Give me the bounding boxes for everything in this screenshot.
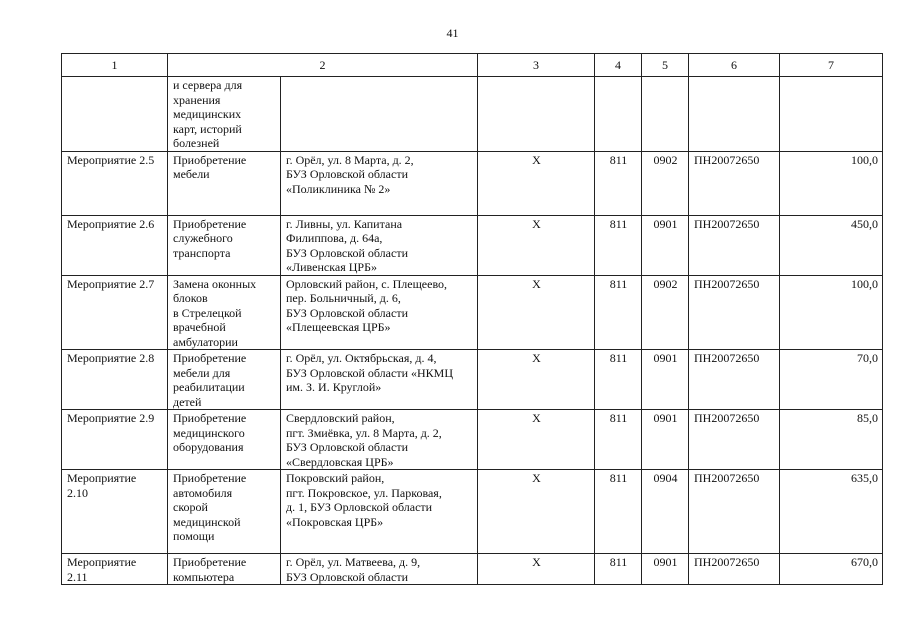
- col3-cell: [478, 77, 595, 152]
- col5-cell: [642, 77, 689, 152]
- address-cell-line: «Свердловская ЦРБ»: [286, 454, 394, 469]
- col3-cell: Х: [478, 275, 595, 350]
- col6-cell: ПН20072650: [689, 554, 780, 585]
- header-col-2: 2: [168, 54, 478, 77]
- event-name-cell-line: медицинского: [173, 425, 245, 440]
- table-header-row: [62, 54, 883, 77]
- event-cell: [62, 151, 168, 215]
- event-cell-line: Мероприятие 2.5: [67, 152, 155, 167]
- address-cell-line: «Ливенская ЦРБ»: [286, 260, 377, 274]
- event-cell: [62, 275, 168, 350]
- col5-cell: 0902: [642, 275, 689, 350]
- event-name-cell-line: Замена оконных: [173, 276, 257, 291]
- address-cell: [281, 554, 478, 585]
- event-name-cell-line: и сервера для: [173, 78, 243, 92]
- col3-cell: Х: [478, 470, 595, 554]
- event-name-cell-line: Приобретение: [173, 152, 247, 167]
- event-cell-line: Мероприятие 2.8: [67, 351, 155, 365]
- event-name-cell: [168, 151, 281, 215]
- table-row: [62, 151, 883, 215]
- header-col-6: 6: [689, 54, 780, 77]
- event-cell: [62, 410, 168, 470]
- event-name-cell-line: Приобретение: [173, 216, 247, 231]
- address-cell-line: пер. Больничный, д. 6,: [286, 291, 401, 305]
- header-col-4: 4: [595, 54, 642, 77]
- event-name-cell-line: мебели: [173, 167, 210, 181]
- event-name-cell-line: Приобретение: [173, 471, 247, 485]
- col5-cell: 0904: [642, 470, 689, 554]
- event-name-cell-line: медицинской: [173, 514, 241, 529]
- col6-cell: ПН20072650: [689, 151, 780, 215]
- col6-cell: ПН20072650: [689, 215, 780, 275]
- event-name-cell-line: реабилитации: [173, 380, 245, 394]
- col6-cell: ПН20072650: [689, 350, 780, 410]
- address-cell: [281, 77, 478, 152]
- event-name-cell-line: блоков: [173, 291, 208, 305]
- address-cell-line: «Покровская ЦРБ»: [286, 514, 384, 529]
- event-name-cell-line: амбулатории: [173, 334, 238, 349]
- header-col-3: 3: [478, 54, 595, 77]
- address-cell-line: Орловский район, с. Плещеево,: [286, 276, 448, 291]
- event-cell: [62, 470, 168, 554]
- table-row: [62, 554, 883, 585]
- event-name-cell-line: автомобиля: [173, 485, 233, 500]
- event-name-cell-line: мебели для: [173, 365, 231, 380]
- event-name-cell-line: медицинских: [173, 107, 242, 121]
- events-table: [61, 53, 883, 585]
- event-cell-line: Мероприятие 2.7: [67, 276, 155, 291]
- col5-cell: 0901: [642, 410, 689, 470]
- col4-cell: [595, 77, 642, 152]
- col7-cell: 70,0: [780, 350, 883, 410]
- address-cell-line: пгт. Покровское, ул. Парковая,: [286, 485, 442, 500]
- event-cell: [62, 350, 168, 410]
- event-name-cell-line: помощи: [173, 529, 215, 543]
- col5-cell: 0901: [642, 554, 689, 585]
- event-name-cell-line: врачебной: [173, 320, 226, 334]
- address-cell-line: г. Орёл, ул. 8 Марта, д. 2,: [286, 152, 414, 167]
- event-cell: [62, 554, 168, 585]
- address-cell-line: «Поликлиника № 2»: [286, 181, 391, 196]
- event-name-cell: [168, 554, 281, 585]
- col7-cell: 100,0: [780, 151, 883, 215]
- event-name-cell: [168, 77, 281, 152]
- address-cell-line: г. Орёл, ул. Октябрьская, д. 4,: [286, 351, 437, 365]
- col6-cell: ПН20072650: [689, 275, 780, 350]
- table-row: [62, 470, 883, 554]
- event-name-cell-line: скорой: [173, 500, 208, 514]
- event-cell-line: Мероприятие: [67, 471, 137, 485]
- address-cell: [281, 275, 478, 350]
- header-col-7: 7: [780, 54, 883, 77]
- address-cell: [281, 350, 478, 410]
- event-name-cell-line: хранения: [173, 92, 221, 107]
- header-col-1: 1: [62, 54, 168, 77]
- col7-cell: 450,0: [780, 215, 883, 275]
- col4-cell: 811: [595, 151, 642, 215]
- address-cell: [281, 410, 478, 470]
- table-row: [62, 77, 883, 152]
- address-cell-line: Филиппова, д. 64а,: [286, 231, 383, 245]
- event-name-cell-line: болезней: [173, 136, 220, 150]
- address-cell-line: БУЗ Орловской области: [286, 569, 408, 584]
- address-cell-line: Покровский район,: [286, 471, 385, 485]
- address-cell-line: пгт. Змиёвка, ул. 8 Марта, д. 2,: [286, 425, 442, 440]
- col4-cell: 811: [595, 350, 642, 410]
- col4-cell: 811: [595, 470, 642, 554]
- header-col-5: 5: [642, 54, 689, 77]
- table-row: [62, 350, 883, 410]
- event-name-cell: [168, 275, 281, 350]
- event-name-cell: [168, 215, 281, 275]
- address-cell-line: БУЗ Орловской области: [286, 305, 408, 320]
- col3-cell: Х: [478, 215, 595, 275]
- event-name-cell: [168, 350, 281, 410]
- address-cell: [281, 151, 478, 215]
- col4-cell: 811: [595, 215, 642, 275]
- event-name-cell: [168, 410, 281, 470]
- address-cell-line: д. 1, БУЗ Орловской области: [286, 500, 433, 514]
- event-cell: [62, 77, 168, 152]
- col7-cell: 670,0: [780, 554, 883, 585]
- event-cell-line: Мероприятие 2.9: [67, 411, 155, 425]
- col3-cell: Х: [478, 410, 595, 470]
- event-cell-line: Мероприятие 2.6: [67, 216, 155, 231]
- event-name-cell-line: служебного: [173, 231, 233, 245]
- table-row: [62, 275, 883, 350]
- col4-cell: 811: [595, 275, 642, 350]
- col6-cell: ПН20072650: [689, 410, 780, 470]
- col4-cell: 811: [595, 410, 642, 470]
- event-cell-line: 2.10: [67, 485, 88, 500]
- event-name-cell-line: детей: [173, 394, 202, 409]
- event-name-cell-line: Приобретение: [173, 351, 247, 365]
- table-row: [62, 410, 883, 470]
- col6-cell: ПН20072650: [689, 470, 780, 554]
- table-row: [62, 215, 883, 275]
- event-cell: [62, 215, 168, 275]
- col7-cell: 635,0: [780, 470, 883, 554]
- address-cell-line: г. Орёл, ул. Матвеева, д. 9,: [286, 555, 421, 569]
- event-name-cell: [168, 470, 281, 554]
- page-number: 41: [446, 26, 459, 40]
- col7-cell: 85,0: [780, 410, 883, 470]
- col6-cell: [689, 77, 780, 152]
- col3-cell: Х: [478, 554, 595, 585]
- col4-cell: 811: [595, 554, 642, 585]
- event-name-cell-line: компьютера: [173, 569, 235, 584]
- col3-cell: Х: [478, 151, 595, 215]
- event-name-cell-line: в Стрелецкой: [173, 305, 242, 320]
- address-cell-line: БУЗ Орловской области: [286, 440, 408, 454]
- address-cell-line: БУЗ Орловской области «НКМЦ: [286, 365, 453, 380]
- event-name-cell-line: Приобретение: [173, 555, 247, 569]
- address-cell-line: Свердловский район,: [286, 411, 395, 425]
- col3-cell: Х: [478, 350, 595, 410]
- col7-cell: [780, 77, 883, 152]
- event-cell-line: Мероприятие: [67, 555, 137, 569]
- address-cell-line: «Плещеевская ЦРБ»: [286, 320, 391, 334]
- address-cell-line: им. З. И. Круглой»: [286, 380, 382, 394]
- event-name-cell-line: транспорта: [173, 245, 231, 260]
- address-cell-line: БУЗ Орловской области: [286, 167, 408, 181]
- address-cell: [281, 470, 478, 554]
- col7-cell: 100,0: [780, 275, 883, 350]
- event-name-cell-line: оборудования: [173, 440, 244, 454]
- address-cell: [281, 215, 478, 275]
- address-cell-line: БУЗ Орловской области: [286, 245, 408, 260]
- event-name-cell-line: карт, историй: [173, 121, 242, 136]
- col5-cell: 0902: [642, 151, 689, 215]
- event-cell-line: 2.11: [67, 569, 88, 584]
- address-cell-line: г. Ливны, ул. Капитана: [286, 216, 403, 231]
- col5-cell: 0901: [642, 215, 689, 275]
- col5-cell: 0901: [642, 350, 689, 410]
- event-name-cell-line: Приобретение: [173, 411, 247, 425]
